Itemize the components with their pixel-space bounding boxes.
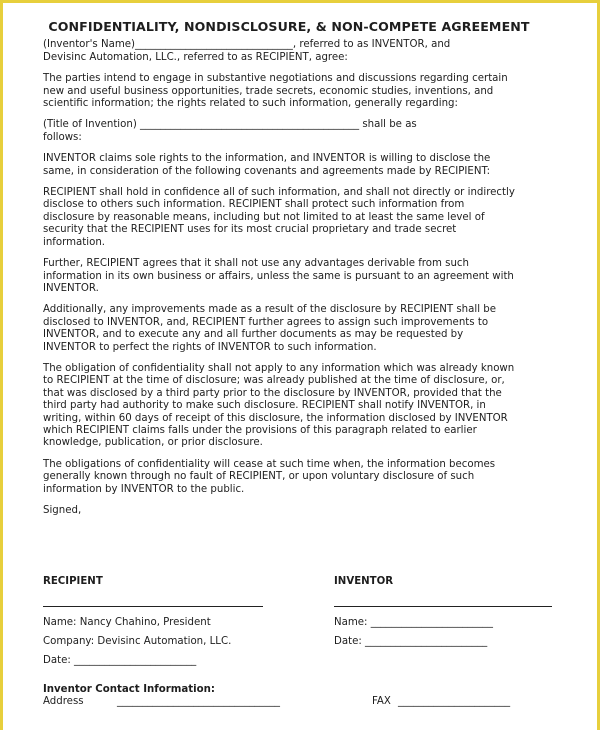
paragraph-title-of-invention: (Title of Invention) ___________________________________________ shall be as follows: — [43, 119, 417, 143]
fax-label: FAX — [372, 696, 391, 707]
paragraph-confidence: RECIPIENT shall hold in confidence all of such information, and shall not directly or indirectly disclose to others such information. RECIPIENT shall protect such information from disclosure by reasonable means, including but not limited to at least the same level of security that the RECIPIENT uses for its most crucial proprietary and trade secret information. — [43, 187, 515, 248]
paragraph-improvements: Additionally, any improvements made as a result of the disclosure by RECIPIENT shall be disclosed to INVENTOR, and, RECIPIENT further agrees to assign such improvements to INVENTOR, and to execute any and all further documents as may be requested by INVENTOR to perfect the rights of INVENTOR to such information. — [43, 304, 497, 353]
paragraph-intent: The parties intend to engage in substantive negotiations and discussions regarding certain new and useful business opportunities, trade secrets, economic studies, inventions, and scientific information; the rights related to such information, generally regarding: — [43, 73, 508, 110]
inventor-name-field[interactable]: Name: ________________________ — [334, 617, 493, 628]
recipient-heading: RECIPIENT — [43, 576, 103, 587]
paragraph-cessation: The obligations of confidentiality will cease at such time when, the information becomes generally known through no fault of RECIPIENT, or upon voluntary disclosure of such information by INVENTOR to the public. — [43, 458, 496, 495]
recipient-name: Name: Nancy Chahino, President — [43, 617, 211, 628]
paragraph-non-use: Further, RECIPIENT agrees that it shall not use any advantages derivable from such information in its own business or affairs, unless the same is pursuant to an agreement with INVENTOR. — [43, 258, 514, 294]
address-label: Address — [43, 696, 84, 707]
address-field[interactable]: ________________________________ — [117, 696, 280, 707]
fax-field[interactable]: ______________________ — [398, 696, 511, 707]
recipient-company: Company: Devisinc Automation, LLC. — [43, 636, 232, 647]
inventor-signature-line[interactable] — [334, 606, 552, 607]
recipient-signature-line[interactable] — [43, 606, 263, 607]
inventor-heading: INVENTOR — [334, 576, 394, 587]
recipient-date-field[interactable]: Date: ________________________ — [43, 655, 197, 666]
agreement-document — [43, 21, 563, 526]
intro-paragraph — [43, 39, 563, 64]
intro-line: (Inventor's Name)_______________________________, referred to as INVENTOR, and — [43, 39, 451, 51]
intro-line: Devisinc Automation, LLC., referred to as RECIPIENT, agree: — [43, 51, 348, 63]
inventor-date-field[interactable]: Date: ________________________ — [334, 636, 488, 647]
signed-label: Signed, — [43, 505, 82, 516]
paragraph-inventor-claims: INVENTOR claims sole rights to the information, and INVENTOR is willing to disclose the same, in consideration of the following covenants and agreements made by RECIPIENT: — [43, 153, 491, 177]
paragraph-exceptions: The obligation of confidentiality shall not apply to any information which was already known to RECIPIENT at the time of disclosure; was already published at the time of disclosure, or, that was disclosed by a third party prior to the disclosure by INVENTOR, provided that the third party had authority to make such disclosure. RECIPIENT shall notify INVENTOR, in writing, within 60 days of receipt of this disclosure, the information disclosed by INVENTOR which RECIPIENT claims falls under the provisions of this paragraph related to earlier knowledge, publication, or prior disclosure. — [43, 362, 515, 449]
document-title: CONFIDENTIALITY, NONDISCLOSURE, & NON-COMPETE AGREEMENT — [48, 19, 530, 34]
contact-heading: Inventor Contact Information: — [43, 684, 215, 695]
